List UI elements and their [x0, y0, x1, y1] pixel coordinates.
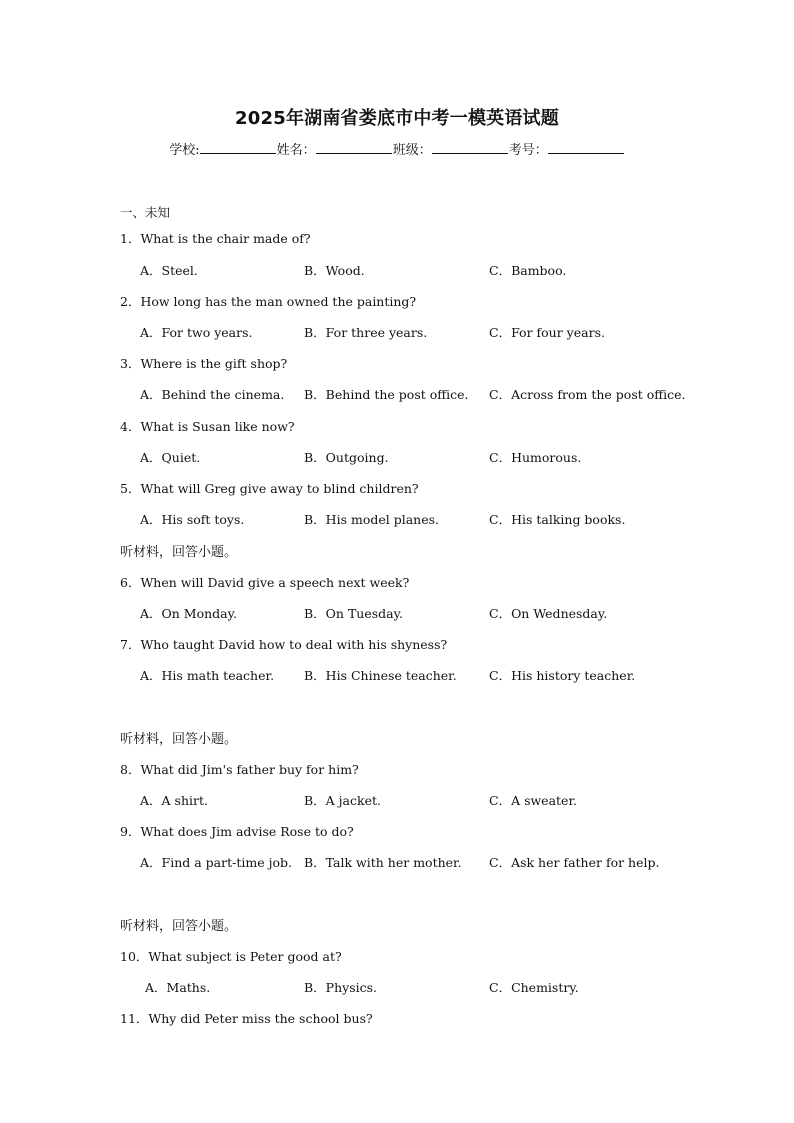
material-intro-2: 听材料，回答小题。: [120, 732, 238, 747]
q7-option-b: B．His Chinese teacher.: [304, 668, 457, 683]
question-11: 11．Why did Peter miss the school bus?: [120, 1011, 373, 1026]
q9-option-a: A．Find a part-time job.: [140, 855, 292, 870]
exam-number-label: 考号：: [508, 143, 548, 158]
question-8: 8．What did Jim's father buy for him?: [120, 762, 359, 777]
q4-option-b: B．Outgoing.: [304, 450, 389, 465]
q7-option-a: A．His math teacher.: [140, 668, 275, 683]
exam-number-blank[interactable]: [548, 141, 624, 154]
q3-option-a: A．Behind the cinema.: [140, 387, 285, 402]
school-blank[interactable]: [200, 141, 276, 154]
school-label: 学校:: [169, 143, 200, 158]
question-6: 6．When will David give a speech next week?: [120, 575, 410, 590]
material-intro-1: 听材料，回答小题。: [120, 545, 238, 560]
q5-option-c: C．His talking books.: [489, 512, 626, 527]
q1-option-b: B．Wood.: [304, 263, 365, 278]
exam-title: 2025年湖南省娄底市中考一模英语试题: [235, 108, 559, 129]
name-label: 姓名：: [276, 143, 316, 158]
question-5: 5．What will Greg give away to blind children?: [120, 481, 419, 496]
student-info-line: [0, 139, 794, 158]
q4-option-c: C．Humorous.: [489, 450, 582, 465]
q10-option-c: C．Chemistry.: [489, 980, 579, 995]
q9-option-b: B．Talk with her mother.: [304, 855, 462, 870]
q2-option-b: B．For three years.: [304, 325, 428, 340]
q5-option-a: A．His soft toys.: [140, 512, 245, 527]
q9-option-c: C．Ask her father for help.: [489, 855, 660, 870]
q6-option-b: B．On Tuesday.: [304, 606, 403, 621]
class-label: 班级：: [392, 143, 432, 158]
q2-option-a: A．For two years.: [140, 325, 253, 340]
question-10: 10．What subject is Peter good at?: [120, 949, 342, 964]
name-blank[interactable]: [316, 141, 392, 154]
question-2: 2．How long has the man owned the painting?: [120, 294, 417, 309]
q8-option-c: C．A sweater.: [489, 793, 578, 808]
question-3: 3．Where is the gift shop?: [120, 356, 288, 371]
q6-option-c: C．On Wednesday.: [489, 606, 608, 621]
class-blank[interactable]: [432, 141, 508, 154]
q10-option-a: A．Maths.: [145, 980, 211, 995]
q3-option-b: B．Behind the post office.: [304, 387, 469, 402]
q3-option-c: C．Across from the post office.: [489, 387, 686, 402]
q1-option-a: A．Steel.: [140, 263, 198, 278]
section-heading: 一、未知: [120, 205, 171, 220]
question-7: 7．Who taught David how to deal with his shyness?: [120, 637, 448, 652]
q1-option-c: C．Bamboo.: [489, 263, 567, 278]
q4-option-a: A．Quiet.: [140, 450, 201, 465]
q8-option-a: A．A shirt.: [140, 793, 208, 808]
q7-option-c: C．His history teacher.: [489, 668, 636, 683]
question-4: 4．What is Susan like now?: [120, 419, 295, 434]
q2-option-c: C．For four years.: [489, 325, 605, 340]
q8-option-b: B．A jacket.: [304, 793, 381, 808]
question-1: 1．What is the chair made of?: [120, 231, 311, 246]
question-9: 9．What does Jim advise Rose to do?: [120, 824, 354, 839]
q10-option-b: B．Physics.: [304, 980, 378, 995]
q6-option-a: A．On Monday.: [140, 606, 238, 621]
material-intro-3: 听材料，回答小题。: [120, 919, 238, 934]
q5-option-b: B．His model planes.: [304, 512, 440, 527]
